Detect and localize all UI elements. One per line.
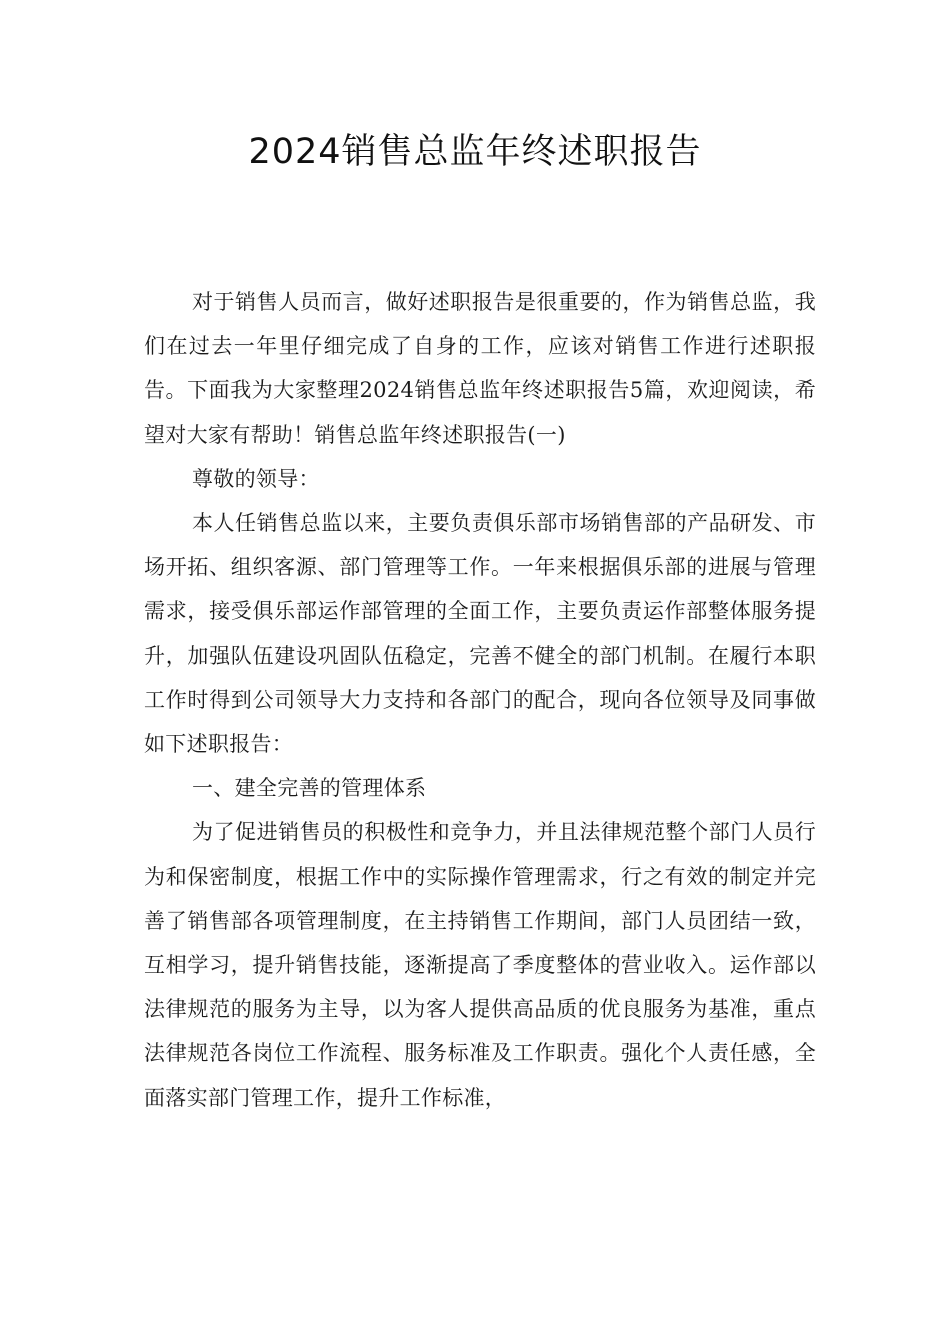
document-body (144, 280, 816, 1120)
paragraph-salutation: 尊敬的领导： (192, 466, 320, 491)
paragraph-management: 为了促进销售员的积极性和竞争力，并且法律规范整个部门人员行为和保密制度，根据工作中的实际操作管理需求，行之有效的制定并完善了销售部各项管理制度，在主持销售工作期间，部门人员团结一致，互相学习，提升销售技能，逐渐提高了季度整体的营业收入。运作部以法律规范的服务为主导，以为客人提供高品质的优良服务为基准，重点法律规范各岗位工作流程、服务标准及工作职责。强化个人责任感，全面落实部门管理工作，提升工作标准， (144, 820, 816, 1110)
paragraph-overview: 本人任销售总监以来，主要负责俱乐部市场销售部的产品研发、市场开拓、组织客源、部门管理等工作。一年来根据俱乐部的进展与管理需求，接受俱乐部运作部管理的全面工作，主要负责运作部整体服务提升，加强队伍建设巩固队伍稳定，完善不健全的部门机制。在履行本职工作时得到公司领导大力支持和各部门的配合，现向各位领导及同事做如下述职报告： (144, 511, 816, 757)
section-heading: 一、建全完善的管理体系 (192, 776, 427, 801)
paragraph-intro: 对于销售人员而言，做好述职报告是很重要的，作为销售总监，我们在过去一年里仔细完成了自身的工作，应该对销售工作进行述职报告。下面我为大家整理2024销售总监年终述职报告5篇，欢迎阅读，希望对大家有帮助！销售总监年终述职报告(一) (144, 290, 816, 447)
document-title: 2024销售总监年终述职报告 (248, 132, 702, 172)
